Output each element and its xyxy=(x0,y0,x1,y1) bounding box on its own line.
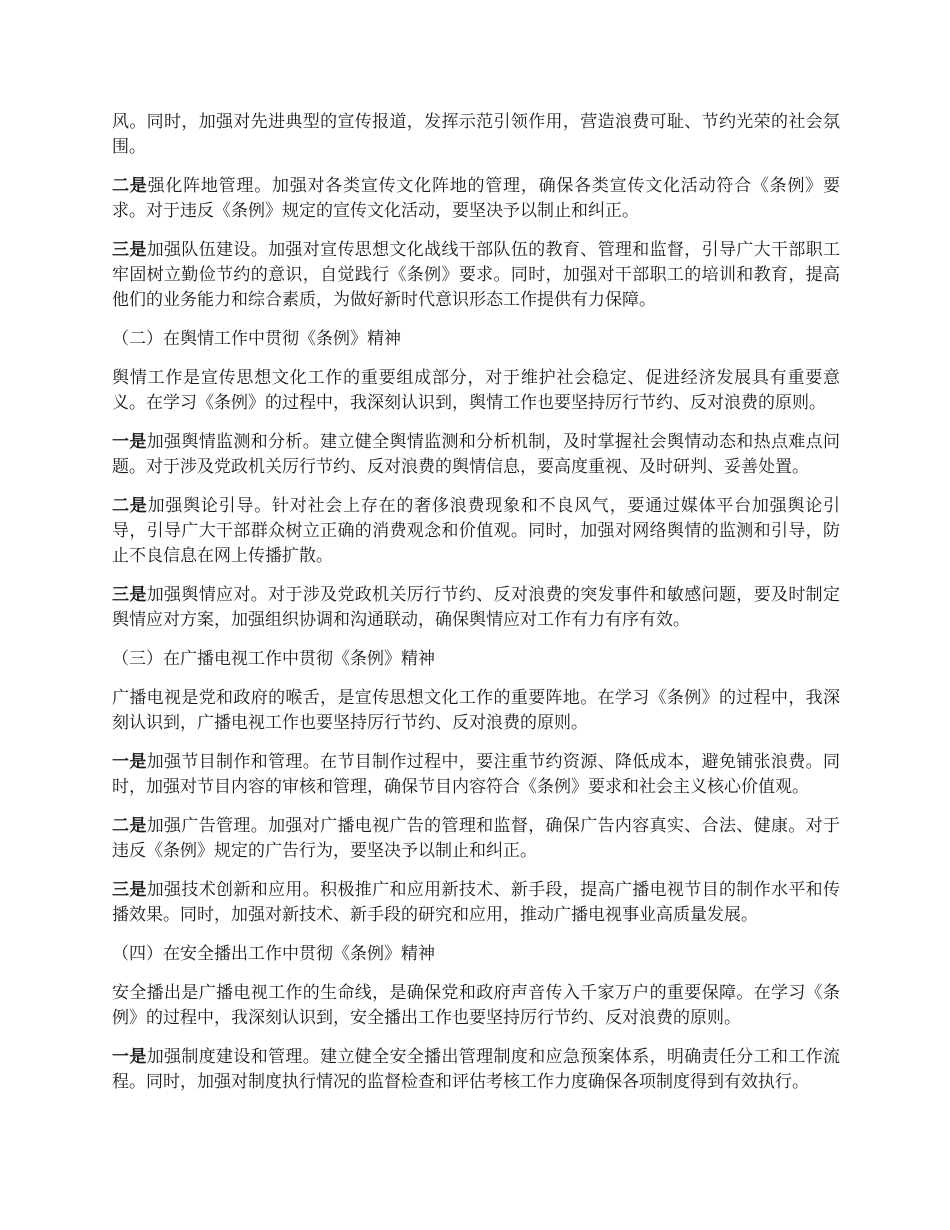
paragraph-text: 强化阵地管理。加强对各类宣传文化阵地的管理，确保各类宣传文化活动符合《条例》要求。对于违反《条例》规定的宣传文化活动，要坚决予以制止和纠正。 xyxy=(112,176,841,221)
paragraph-lead: 一是 xyxy=(112,752,147,772)
paragraph-lead: 一是 xyxy=(112,1047,147,1067)
paragraph xyxy=(112,686,840,736)
paragraph-lead: 三是 xyxy=(112,880,147,900)
paragraph xyxy=(112,981,840,1031)
paragraph xyxy=(112,430,840,480)
document-body xyxy=(112,110,840,1095)
paragraph xyxy=(112,238,840,313)
section-heading xyxy=(112,942,840,967)
paragraph-text: 加强舆情监测和分析。建立健全舆情监测和分析机制，及时掌握社会舆情动态和热点难点问题。对于涉及党政机关厉行节约、反对浪费的舆情信息，要高度重视、及时研判、妥善处置。 xyxy=(112,432,841,477)
paragraph xyxy=(112,110,840,160)
section-heading xyxy=(112,327,840,352)
paragraph-text: 加强舆论引导。针对社会上存在的奢侈浪费现象和不良风气，要通过媒体平台加强舆论引导，引导广大干部群众树立正确的消费观念和价值观。同时，加强对网络舆情的监测和引导，防止不良信息在网上传播扩散。 xyxy=(112,496,841,566)
paragraph-lead: 三是 xyxy=(112,240,147,260)
paragraph-text: 风。同时，加强对先进典型的宣传报道，发挥示范引领作用，营造浪费可耻、节约光荣的社会氛围。 xyxy=(112,112,840,157)
paragraph-text: 加强制度建设和管理。建立健全安全播出管理制度和应急预案体系，明确责任分工和工作流程。同时，加强对制度执行情况的监督检查和评估考核工作力度确保各项制度得到有效执行。 xyxy=(112,1047,841,1092)
paragraph xyxy=(112,366,840,416)
paragraph xyxy=(112,174,840,224)
paragraph-lead: 二是 xyxy=(112,496,148,516)
heading-text: （四）在安全播出工作中贯彻《条例》精神 xyxy=(112,944,435,964)
paragraph-text: 加强广告管理。加强对广播电视广告的管理和监督，确保广告内容真实、合法、健康。对于违反《条例》规定的广告行为，要坚决予以制止和纠正。 xyxy=(112,816,841,861)
paragraph xyxy=(112,814,840,864)
paragraph-text: 加强技术创新和应用。积极推广和应用新技术、新手段，提高广播电视节目的制作水平和传播效果。同时，加强对新技术、新手段的研究和应用，推动广播电视事业高质量发展。 xyxy=(112,880,841,925)
paragraph-text: 安全播出是广播电视工作的生命线，是确保党和政府声音传入千家万户的重要保障。在学习《条例》的过程中，我深刻认识到，安全播出工作也要坚持厉行节约、反对浪费的原则。 xyxy=(112,983,840,1028)
paragraph-lead: 二是 xyxy=(112,176,148,196)
paragraph xyxy=(112,494,840,569)
paragraph xyxy=(112,878,840,928)
paragraph-lead: 三是 xyxy=(112,585,147,605)
paragraph-text: 加强队伍建设。加强对宣传思想文化战线干部队伍的教育、管理和监督，引导广大干部职工牢固树立勤俭节约的意识，自觉践行《条例》要求。同时，加强对干部职工的培训和教育，提高他们的业务能力和综合素质，为做好新时代意识形态工作提供有力保障。 xyxy=(112,240,841,310)
paragraph xyxy=(112,583,840,633)
heading-text: （二）在舆情工作中贯彻《条例》精神 xyxy=(112,329,401,349)
paragraph-text: 加强舆情应对。对于涉及党政机关厉行节约、反对浪费的突发事件和敏感问题，要及时制定舆情应对方案，加强组织协调和沟通联动，确保舆情应对工作有力有序有效。 xyxy=(112,585,841,630)
heading-text: （三）在广播电视工作中贯彻《条例》精神 xyxy=(112,649,435,669)
section-heading xyxy=(112,647,840,672)
paragraph-lead: 一是 xyxy=(112,432,147,452)
paragraph xyxy=(112,750,840,800)
paragraph-text: 加强节目制作和管理。在节目制作过程中，要注重节约资源、降低成本，避免铺张浪费。同时，加强对节目内容的审核和管理，确保节目内容符合《条例》要求和社会主义核心价值观。 xyxy=(112,752,841,797)
paragraph-text: 舆情工作是宣传思想文化工作的重要组成部分，对于维护社会稳定、促进经济发展具有重要意义。在学习《条例》的过程中，我深刻认识到，舆情工作也要坚持厉行节约、反对浪费的原则。 xyxy=(112,368,840,413)
paragraph-text: 广播电视是党和政府的喉舌，是宣传思想文化工作的重要阵地。在学习《条例》的过程中，我深刻认识到，广播电视工作也要坚持厉行节约、反对浪费的原则。 xyxy=(112,688,840,733)
paragraph-lead: 二是 xyxy=(112,816,147,836)
paragraph xyxy=(112,1045,840,1095)
